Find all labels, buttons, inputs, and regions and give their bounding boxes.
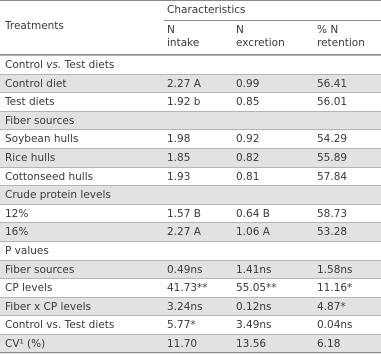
row-label: Fiber sources [5,263,75,276]
n-excretion-cell: 1.41ns [236,263,272,276]
n-retention-cell: 54.29 [317,133,348,146]
n-excretion-cell: 0.81 [236,170,260,183]
n-intake-cell: 1.98 [167,133,191,146]
treatments-header: Treatments [5,20,64,32]
section-label-em: vs. [46,59,62,71]
row-label: 12% [5,207,29,220]
n-excretion-cell: 0.12ns [236,300,272,313]
table-row [0,167,381,187]
n-intake-cell: 11.70 [167,338,198,350]
n-excretion-cell: 0.64 B [236,207,270,220]
n-excretion-cell: 1.06 A [236,226,270,239]
table-row [0,129,381,149]
n-intake-cell: 3.24ns [167,300,203,313]
table-row [0,148,381,168]
table-row [0,74,381,94]
table-row [0,297,381,317]
n-intake-cell: 1.93 [167,170,191,183]
n-retention-cell: 57.84 [317,170,348,183]
section-label-pre: Control [5,59,47,71]
n-intake-cell: 5.77* [167,319,196,332]
n-excretion-cell: 0.82 [236,152,260,164]
n-excretion-cell: 13.56 [236,338,267,350]
table-row [0,204,381,224]
row-label: Fiber x CP levels [5,300,91,313]
n-excretion-cell: 55.05** [236,282,277,295]
section-row [0,241,381,261]
n-retention-cell: 11.16* [317,282,353,295]
section-row [0,111,381,131]
n-retention-cell: 56.01 [317,96,348,109]
table-row [0,278,381,298]
row-label: Control vs. Test diets [5,319,115,332]
characteristics-header: Characteristics [167,4,246,16]
n-intake-cell: 1.57 B [167,207,201,220]
section-label: P values [5,245,49,257]
n-retention-cell: 4.87* [317,300,346,313]
n-intake-cell: 2.27 A [167,77,201,90]
table-row [0,222,381,242]
row-label: CV¹ (%) [5,338,46,350]
row-label: 16% [5,226,29,239]
col-n-retention-line1: % N [317,24,339,36]
row-label: Rice hulls [5,152,56,164]
section-label: Crude protein levels [5,189,111,202]
table-header [0,0,381,56]
section-row [0,185,381,205]
col-n-intake-line2: intake [167,37,200,49]
n-excretion-cell: 3.49ns [236,319,272,332]
n-retention-cell: 1.58ns [317,263,353,276]
section-label-post: Test diets [61,59,115,71]
n-excretion-cell: 0.92 [236,133,260,146]
col-n-excretion-line2: excretion [236,37,285,49]
col-n-retention-line2: retention [317,37,365,49]
n-intake-cell: 1.92 b [167,96,201,109]
n-intake-cell: 1.85 [167,152,191,164]
section-label: Fiber sources [5,114,75,127]
row-label: Control diet [5,77,67,90]
n-retention-cell: 58.73 [317,207,348,220]
section-row [0,55,381,75]
header-divider [164,20,381,21]
row-label: Cottonseed hulls [5,170,94,183]
n-intake-cell: 2.27 A [167,226,201,239]
row-label: Soybean hulls [5,133,79,146]
table-row [0,92,381,112]
n-retention-cell: 56.41 [317,77,348,90]
section-label [5,59,114,72]
table-row [0,334,381,354]
n-excretion-cell: 0.99 [236,77,260,90]
n-retention-cell: 53.28 [317,226,348,239]
table-row [0,315,381,335]
row-label: CP levels [5,282,53,295]
n-intake-cell: 0.49ns [167,263,203,276]
n-retention-cell: 6.18 [317,338,341,350]
n-retention-cell: 55.89 [317,152,348,164]
table-row [0,260,381,280]
col-n-excretion-line1: N [236,24,244,36]
n-intake-cell: 41.73** [167,282,208,295]
n-excretion-cell: 0.85 [236,96,260,109]
row-label: Test diets [5,96,55,109]
n-retention-cell: 0.04ns [317,319,353,332]
col-n-intake-line1: N [167,24,175,36]
